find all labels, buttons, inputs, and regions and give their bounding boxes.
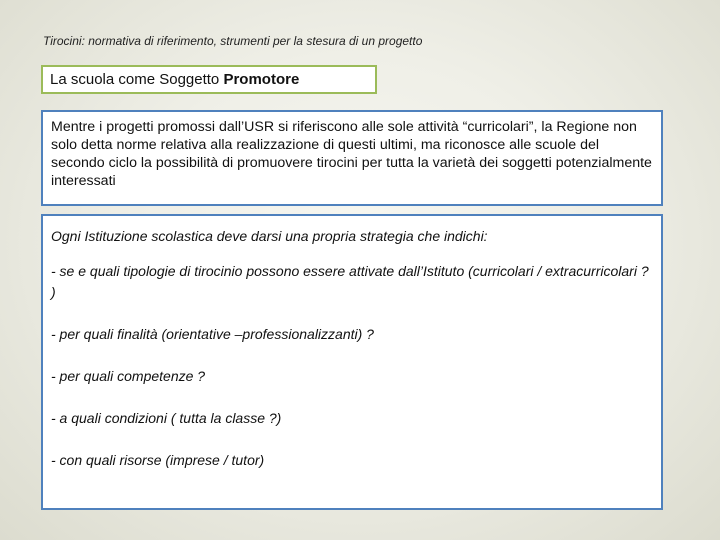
strategy-lead: Ogni Istituzione scolastica deve darsi una propria strategia che indichi:: [51, 228, 488, 244]
intro-text-box: Mentre i progetti promossi dall’USR si riferiscono alle sole attività “curricolari”, la Regione non solo detta norme relativa alla realizzazione di questi ultimi, ma riconosce alle scuole del secondo ciclo la possibilità di promuovere tirocini per tutta la varietà dei soggetti potenzialmente interessati: [41, 110, 663, 206]
list-item: - con quali risorse (imprese / tutor): [51, 452, 265, 468]
title-box: [41, 65, 377, 94]
list-item: - se e quali tipologie di tirocinio possono essere attivate dall’Istituto (curricolari / extracurricolari ? ): [51, 263, 649, 300]
title-text-bold: Promotore: [223, 71, 300, 88]
strategy-list-box: [41, 214, 663, 510]
list-item: - per quali competenze ?: [51, 368, 206, 384]
list-item: - a quali condizioni ( tutta la classe ?): [51, 410, 282, 426]
title-text: La scuola come Soggetto: [50, 71, 224, 88]
slide-header: Tirocini: normativa di riferimento, strumenti per la stesura di un progetto: [43, 34, 423, 48]
list-item: - per quali finalità (orientative –professionalizzanti) ?: [51, 326, 374, 342]
